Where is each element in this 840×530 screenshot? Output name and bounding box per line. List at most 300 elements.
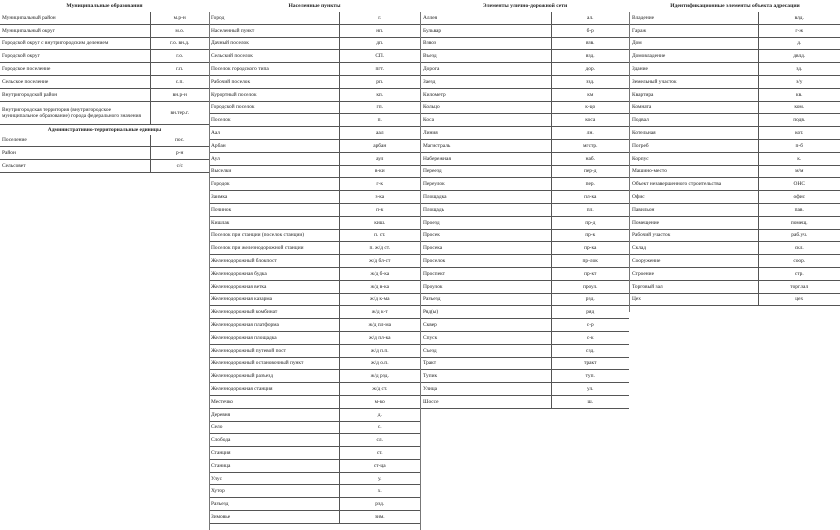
entry-abbreviation: взв. [551, 37, 629, 50]
entry-name: Дорога [421, 63, 551, 76]
entry-name: Сооружение [630, 255, 758, 268]
entry-name: Железнодорожный разъезд [209, 370, 339, 383]
entry-name: Железнодорожная платформа [209, 319, 339, 332]
entry-name: Здание [630, 63, 758, 76]
entry-name: Тракт [421, 357, 551, 370]
table-row [209, 139, 420, 152]
entry-name: Железнодорожная станция [209, 383, 339, 396]
entry-abbreviation: торг.зал [758, 280, 840, 293]
entry-name: Владение [630, 12, 758, 24]
table-row [421, 152, 629, 165]
admin-section-title: Административно-территориальные единицы [47, 126, 162, 133]
entry-name: Местечко [209, 395, 339, 408]
entry-abbreviation: гп. [339, 101, 420, 114]
table-row [630, 88, 840, 101]
table-row [630, 139, 840, 152]
entry-name: Рабочий участок [630, 229, 758, 242]
entry-name: Земельный участок [630, 75, 758, 88]
entry-abbreviation: ж/д к-ма [339, 293, 420, 306]
entry-name: Муниципальный район [0, 12, 150, 24]
table-row [0, 160, 209, 173]
streets-section-title: Элементы улично-дорожной сети [482, 3, 568, 9]
table-row [0, 147, 209, 160]
table-row [209, 216, 420, 229]
entry-name: Поселок городского типа [209, 63, 339, 76]
table-row [421, 191, 629, 204]
table-row [630, 165, 840, 178]
entry-abbreviation: с. [339, 421, 420, 434]
entry-abbreviation: б-р [551, 24, 629, 37]
entry-name: Машино-место [630, 165, 758, 178]
entry-name: Аал [209, 127, 339, 140]
table-row [209, 152, 420, 165]
entry-name: Гараж [630, 24, 758, 37]
entry-name: Железнодорожная будка [209, 267, 339, 280]
entry-abbreviation: СП. [339, 50, 420, 63]
table-row [421, 293, 629, 306]
entry-name: Разъезд [421, 293, 551, 306]
entry-name: Корпус [630, 152, 758, 165]
table-row [0, 37, 209, 50]
entry-abbreviation: цех [758, 293, 840, 306]
entry-name: Домовладение [630, 50, 758, 63]
entry-name: Линия [421, 127, 551, 140]
entry-name: Шоссе [421, 395, 551, 408]
entry-name: Погреб [630, 139, 758, 152]
table-row [421, 165, 629, 178]
table-row [209, 12, 420, 24]
table-row [421, 357, 629, 370]
table-row [421, 50, 629, 63]
entry-abbreviation: вн.р-н [150, 88, 209, 101]
entry-name: Зимовье [209, 511, 339, 524]
table-row [209, 178, 420, 191]
entry-abbreviation: г. [339, 12, 420, 24]
table-row [209, 395, 420, 408]
entry-name: Проезд [421, 216, 551, 229]
table-row [630, 203, 840, 216]
entry-abbreviation: кп. [339, 88, 420, 101]
table-row [421, 229, 629, 242]
entry-name: Город [209, 12, 339, 24]
table-row [421, 255, 629, 268]
entry-name: Сельский поселок [209, 50, 339, 63]
table-row [421, 75, 629, 88]
entry-name: Квартира [630, 88, 758, 101]
entry-name: Муниципальный округ [0, 24, 150, 37]
entry-name: Сквер [421, 319, 551, 332]
entry-name: Склад [630, 242, 758, 255]
objects-section-title: Идентификационные элементы объекта адресации [670, 3, 800, 9]
table-row [421, 331, 629, 344]
table-row [209, 434, 420, 447]
entry-name: Район [0, 147, 150, 160]
table-row [209, 127, 420, 140]
entry-abbreviation: скл. [758, 242, 840, 255]
table-row [209, 75, 420, 88]
entry-abbreviation: д. [339, 408, 420, 421]
table-row [630, 127, 840, 140]
table-row [209, 203, 420, 216]
entry-abbreviation: офис [758, 191, 840, 204]
table-row [421, 24, 629, 37]
entry-abbreviation: пл. [551, 203, 629, 216]
objects-table [630, 12, 840, 306]
entry-abbreviation: ж/д к-т [339, 306, 420, 319]
entry-name: Просек [421, 229, 551, 242]
entry-abbreviation: стр. [758, 267, 840, 280]
table-row [421, 395, 629, 408]
entry-abbreviation: проул. [551, 280, 629, 293]
table-row [630, 255, 840, 268]
table-row [0, 63, 209, 76]
entry-abbreviation: п-к [339, 203, 420, 216]
table-row [209, 511, 420, 524]
table-row [0, 101, 209, 124]
entry-abbreviation: нп. [339, 24, 420, 37]
entry-abbreviation: пл-ка [551, 191, 629, 204]
table-row [0, 88, 209, 101]
settlements-section-title: Населенные пункты [288, 3, 341, 9]
entry-name: Проселок [421, 255, 551, 268]
entry-abbreviation: рзд. [551, 293, 629, 306]
entry-name: Бульвар [421, 24, 551, 37]
entry-name: Километр [421, 88, 551, 101]
entry-name: Заезд [421, 75, 551, 88]
entry-abbreviation: арбан [339, 139, 420, 152]
entry-name: Железнодорожная ветка [209, 280, 339, 293]
entry-name: Объект незавершенного строительства [630, 178, 758, 191]
table-row [421, 114, 629, 127]
entry-name: Населенный пункт [209, 24, 339, 37]
entry-name: Площадь [421, 203, 551, 216]
table-row [630, 50, 840, 63]
entry-abbreviation: км [551, 88, 629, 101]
entry-abbreviation: п. [339, 114, 420, 127]
entry-abbreviation: сл. [339, 434, 420, 447]
entry-name: Городской поселок [209, 101, 339, 114]
entry-name: Набережная [421, 152, 551, 165]
table-row [209, 472, 420, 485]
table-row [209, 498, 420, 511]
table-row [209, 447, 420, 460]
municipal-section-title: Муниципальные образования [66, 3, 143, 9]
entry-name: Площадка [421, 191, 551, 204]
entry-name: Городской округ с внутригородским делением [0, 37, 150, 50]
entry-name: Проулок [421, 280, 551, 293]
table-row [0, 135, 209, 147]
entry-name: Просека [421, 242, 551, 255]
table-row [209, 50, 420, 63]
table-row [209, 408, 420, 421]
entry-name: Офис [630, 191, 758, 204]
entry-abbreviation: м.р-н [150, 12, 209, 24]
entry-name: Станция [209, 447, 339, 460]
table-row [421, 319, 629, 332]
entry-abbreviation: г.п. [150, 63, 209, 76]
entry-abbreviation: подв. [758, 114, 840, 127]
entry-name: Поселок при железнодорожной станции [209, 242, 339, 255]
settlements-table [209, 12, 420, 524]
entry-abbreviation: ОНС [758, 178, 840, 191]
entry-abbreviation: ком. [758, 101, 840, 114]
entry-name: Подвал [630, 114, 758, 127]
entry-name: Арбан [209, 139, 339, 152]
table-row [421, 370, 629, 383]
table-row [209, 267, 420, 280]
table-row [421, 139, 629, 152]
table-row [421, 37, 629, 50]
entry-name: Заимка [209, 191, 339, 204]
entry-name: Деревня [209, 408, 339, 421]
table-row [0, 50, 209, 63]
entry-abbreviation: пр-к [551, 229, 629, 242]
table-row [209, 255, 420, 268]
entry-name: Торговый зал [630, 280, 758, 293]
table-row [0, 12, 209, 24]
table-row [209, 383, 420, 396]
municipal-table [0, 12, 209, 125]
table-row [209, 63, 420, 76]
table-row [421, 216, 629, 229]
entry-name: Съезд [421, 344, 551, 357]
entry-abbreviation: пос. [150, 135, 209, 147]
table-row [421, 280, 629, 293]
entry-abbreviation: с-к [551, 331, 629, 344]
settlements-column [209, 0, 420, 524]
table-row [630, 216, 840, 229]
entry-name: Магистраль [421, 139, 551, 152]
table-row [209, 101, 420, 114]
entry-abbreviation: аул [339, 152, 420, 165]
table-row [630, 63, 840, 76]
entry-abbreviation: к-цо [551, 101, 629, 114]
entry-abbreviation: м-ко [339, 395, 420, 408]
entry-abbreviation: кот. [758, 127, 840, 140]
entry-abbreviation: вн.тер.г. [150, 101, 209, 124]
entry-abbreviation: дп. [339, 37, 420, 50]
entry-abbreviation: ст. [339, 447, 420, 460]
entry-abbreviation: ш. [551, 395, 629, 408]
table-row [421, 127, 629, 140]
entry-abbreviation: ряд [551, 306, 629, 319]
table-row [630, 293, 840, 306]
entry-name: Переулок [421, 178, 551, 191]
entry-name: Кишлак [209, 216, 339, 229]
entry-abbreviation: пр-д [551, 216, 629, 229]
objects-column [630, 0, 840, 306]
table-row [630, 178, 840, 191]
entry-abbreviation: п. ж/д ст. [339, 242, 420, 255]
municipal-column [0, 0, 209, 173]
entry-abbreviation: рп. [339, 75, 420, 88]
entry-name: Внутригородской район [0, 88, 150, 101]
entry-name: Слобода [209, 434, 339, 447]
entry-abbreviation: з-ка [339, 191, 420, 204]
table-row [209, 421, 420, 434]
column-divider [629, 12, 630, 312]
entry-name: Село [209, 421, 339, 434]
table-row [630, 114, 840, 127]
entry-abbreviation: пр-кт [551, 267, 629, 280]
entry-abbreviation: ж/д пл-ка [339, 331, 420, 344]
entry-name: Аллея [421, 12, 551, 24]
entry-name: Внутригородская территория (внутригородское муниципальное образование) города федерального значения [0, 101, 150, 124]
table-row [630, 229, 840, 242]
entry-abbreviation: д. [758, 37, 840, 50]
entry-abbreviation: коса [551, 114, 629, 127]
entry-abbreviation: зим. [339, 511, 420, 524]
entry-name: Кольцо [421, 101, 551, 114]
entry-abbreviation: г.о. [150, 50, 209, 63]
entry-abbreviation: рзд. [339, 498, 420, 511]
entry-abbreviation: ж/д бл-ст [339, 255, 420, 268]
table-row [209, 306, 420, 319]
entry-name: Помещение [630, 216, 758, 229]
entry-name: Разъезд [209, 498, 339, 511]
table-row [421, 12, 629, 24]
entry-name: Железнодорожный блокпост [209, 255, 339, 268]
entry-abbreviation: ж/д ст. [339, 383, 420, 396]
table-row [209, 357, 420, 370]
entry-abbreviation: з/у [758, 75, 840, 88]
entry-name: Городской округ [0, 50, 150, 63]
entry-name: Курортный поселок [209, 88, 339, 101]
entry-abbreviation: соор. [758, 255, 840, 268]
entry-name: Коса [421, 114, 551, 127]
entry-abbreviation: г.о. вн.д. [150, 37, 209, 50]
entry-name: Поселок [209, 114, 339, 127]
table-row [630, 24, 840, 37]
table-row [209, 229, 420, 242]
entry-abbreviation: влд. [758, 12, 840, 24]
entry-name: Станица [209, 459, 339, 472]
table-row [209, 370, 420, 383]
entry-name: Проспект [421, 267, 551, 280]
entry-name: Комната [630, 101, 758, 114]
entry-abbreviation: пр-лок [551, 255, 629, 268]
entry-abbreviation: аал [339, 127, 420, 140]
table-row [209, 37, 420, 50]
entry-name: Городок [209, 178, 339, 191]
entry-abbreviation: м.о. [150, 24, 209, 37]
table-row [630, 12, 840, 24]
table-row [630, 267, 840, 280]
entry-abbreviation: пав. [758, 203, 840, 216]
table-row [630, 75, 840, 88]
table-row [209, 319, 420, 332]
table-row [209, 191, 420, 204]
entry-abbreviation: в-ки [339, 165, 420, 178]
table-row [421, 267, 629, 280]
entry-name: Котельная [630, 127, 758, 140]
entry-abbreviation: кв. [758, 88, 840, 101]
table-row [421, 178, 629, 191]
entry-name: Тупик [421, 370, 551, 383]
table-row [421, 344, 629, 357]
table-row [209, 344, 420, 357]
entry-name: Улус [209, 472, 339, 485]
entry-name: Железнодорожный путевой пост [209, 344, 339, 357]
entry-abbreviation: ззд. [551, 75, 629, 88]
table-row [630, 37, 840, 50]
entry-abbreviation: ж/д в-ка [339, 280, 420, 293]
entry-abbreviation: ж/д рзд. [339, 370, 420, 383]
entry-name: Городское поселение [0, 63, 150, 76]
entry-name: Дом [630, 37, 758, 50]
entry-name: Аул [209, 152, 339, 165]
table-row [209, 88, 420, 101]
entry-abbreviation: ж/д б-ка [339, 267, 420, 280]
entry-abbreviation: пер-д [551, 165, 629, 178]
entry-abbreviation: раб.уч. [758, 229, 840, 242]
table-row [209, 114, 420, 127]
table-row [0, 24, 209, 37]
entry-abbreviation: сзд. [551, 344, 629, 357]
table-row [630, 101, 840, 114]
entry-abbreviation: г-к [339, 178, 420, 191]
entry-abbreviation: г-ж [758, 24, 840, 37]
entry-abbreviation: зд. [758, 63, 840, 76]
entry-abbreviation: с/с [150, 160, 209, 173]
entry-abbreviation: ул. [551, 383, 629, 396]
entry-abbreviation: р-н [150, 147, 209, 160]
entry-name: Улица [421, 383, 551, 396]
table-row [209, 280, 420, 293]
entry-name: Въезд [421, 50, 551, 63]
entry-abbreviation: помещ. [758, 216, 840, 229]
entry-name: Переезд [421, 165, 551, 178]
entry-abbreviation: дор. [551, 63, 629, 76]
table-row [630, 242, 840, 255]
entry-name: Железнодорожный остановочный пункт [209, 357, 339, 370]
table-row [421, 383, 629, 396]
entry-abbreviation: наб. [551, 152, 629, 165]
entry-name: Павильон [630, 203, 758, 216]
entry-abbreviation: пр-ка [551, 242, 629, 255]
entry-name: Хутор [209, 485, 339, 498]
table-row [209, 293, 420, 306]
entry-abbreviation: х. [339, 485, 420, 498]
table-row [209, 485, 420, 498]
entry-abbreviation: у. [339, 472, 420, 485]
entry-abbreviation: туп. [551, 370, 629, 383]
table-row [421, 242, 629, 255]
entry-abbreviation: ст-ца [339, 459, 420, 472]
entry-name: Цех [630, 293, 758, 306]
entry-abbreviation: ал. [551, 12, 629, 24]
entry-abbreviation: взд. [551, 50, 629, 63]
streets-table [421, 12, 629, 409]
column-divider [209, 12, 210, 530]
entry-abbreviation: мгстр. [551, 139, 629, 152]
table-row [209, 242, 420, 255]
table-row [0, 75, 209, 88]
table-row [421, 63, 629, 76]
entry-name: Сельское поселение [0, 75, 150, 88]
table-row [630, 152, 840, 165]
entry-abbreviation: ж/д п.п. [339, 344, 420, 357]
entry-name: Строение [630, 267, 758, 280]
entry-abbreviation: с.п. [150, 75, 209, 88]
table-row [209, 165, 420, 178]
table-row [421, 306, 629, 319]
entry-abbreviation: лн. [551, 127, 629, 140]
table-row [421, 203, 629, 216]
entry-abbreviation: ж/д о.п. [339, 357, 420, 370]
entry-abbreviation: п. ст. [339, 229, 420, 242]
table-row [209, 459, 420, 472]
